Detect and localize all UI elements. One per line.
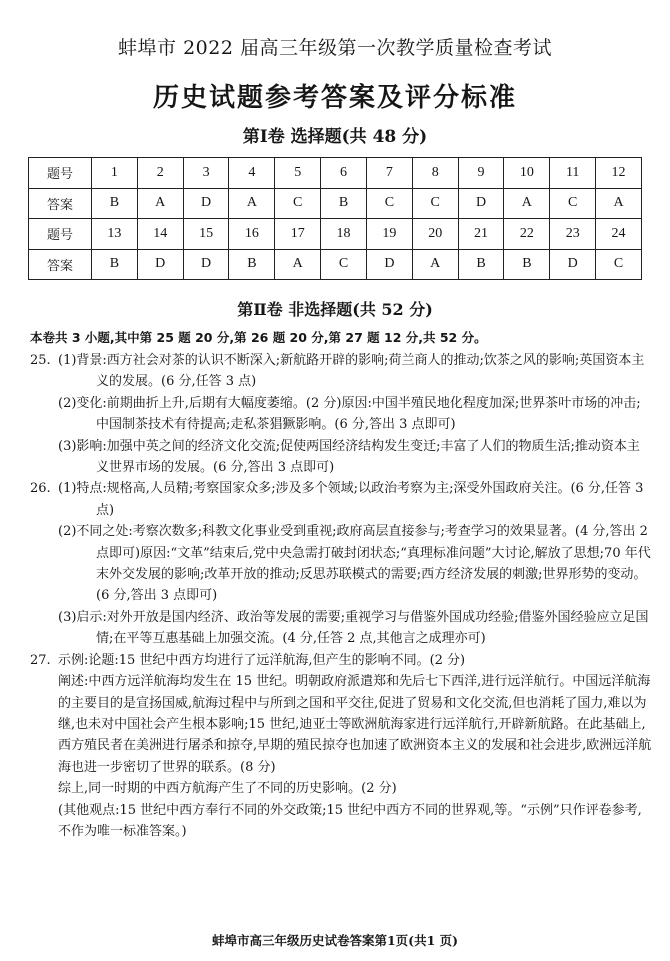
answer-cell: B <box>504 249 550 280</box>
answer-cell: D <box>458 188 504 219</box>
number-cell: 9 <box>458 158 504 189</box>
question-26 <box>30 478 652 649</box>
answer-part: 阐述:中西方远洋航海均发生在 15 世纪。明朝政府派遣郑和先后七下西洋,进行远洋航行。中国远洋航海的主要目的是宣扬国威,航海过程中与所到之国和平交往,促进了贸易和文化交流,但也消耗了国力,难以为继,也未对中国社会产生根本影响;15 世纪,迪亚士等欧洲航海家进行远洋航行,开辟新航路。在此基础上,西方殖民者在美洲进行屠杀和掠夺,早期的殖民掠夺也加速了欧洲资本主义的发展和社会进步,欧洲远洋航海也进一步密切了世界的联系。(8 分) <box>58 674 652 775</box>
question-number: 25. <box>30 353 51 368</box>
answer-part: (3)影响:加强中英之间的经济文化交流;促使两国经济结构发生变迁;丰富了人们的物质生活;推动资本主义世界市场的发展。(6 分,答出 3 点即可) <box>58 438 640 476</box>
answer-cell: D <box>550 249 596 280</box>
number-cell: 4 <box>229 158 275 189</box>
answer-row-label: 答案 <box>29 249 92 280</box>
number-cell: 2 <box>137 158 183 189</box>
number-cell: 23 <box>550 219 596 250</box>
number-cell: 22 <box>504 219 550 250</box>
answer-cell: D <box>183 249 229 280</box>
number-cell: 19 <box>366 219 412 250</box>
answer-cell: B <box>229 249 275 280</box>
answer-part: (1)背景:西方社会对茶的认识不断深入;新航路开辟的影响;荷兰商人的推动;饮茶之风的影响;英国资本主义的发展。(6 分,任答 3 点) <box>58 353 645 390</box>
number-cell: 21 <box>458 219 504 250</box>
number-row <box>29 219 642 250</box>
answer-cell: A <box>275 249 321 280</box>
answer-part: (3)启示:对外开放是国内经济、政治等发展的需要;重视学习与借鉴外国成功经验;借鉴外国经验应立足国情;在平等互惠基础上加强交流。(4 分,任答 2 点,其他言之成理亦可) <box>58 609 649 647</box>
document-title: 历史试题参考答案及评分标准 <box>152 83 517 113</box>
question-27 <box>30 650 652 843</box>
section1-title: 第Ⅰ卷 选择题(共 48 分) <box>242 127 428 147</box>
page-footer: 蚌埠市高三年级历史试卷答案第1页(共1 页) <box>211 933 459 948</box>
answer-cell: D <box>137 249 183 280</box>
question-25 <box>30 350 652 478</box>
answer-cell: A <box>412 249 458 280</box>
answer-cell: B <box>321 188 367 219</box>
number-cell: 14 <box>137 219 183 250</box>
answer-part: 示例:论题:15 世纪中西方均进行了远洋航海,但产生的影响不同。(2 分) <box>58 652 466 668</box>
number-cell: 17 <box>275 219 321 250</box>
number-row-label: 题号 <box>29 158 92 189</box>
number-cell: 6 <box>321 158 367 189</box>
answer-row <box>29 188 642 219</box>
answer-cell: A <box>229 188 275 219</box>
answer-cell: C <box>412 188 458 219</box>
answer-cell: C <box>596 249 642 280</box>
answer-row-label: 答案 <box>29 188 92 219</box>
answer-cell: A <box>596 188 642 219</box>
exam-title: 蚌埠市 2022 届高三年级第一次教学质量检查考试 <box>118 37 552 59</box>
number-cell: 12 <box>596 158 642 189</box>
number-cell: 1 <box>92 158 138 189</box>
answers-body <box>30 350 652 842</box>
answer-table <box>28 157 642 280</box>
answer-cell: B <box>92 188 138 219</box>
number-cell: 18 <box>321 219 367 250</box>
answer-cell: C <box>550 188 596 219</box>
number-cell: 15 <box>183 219 229 250</box>
answer-part: (2)不同之处:考察次数多;科教文化事业受到重视;政府高层直接参与;考查学习的效果显著。(4 分,答出 2 点即可)原因:“文革”结束后,党中央急需打破封闭状态;“真理标准问题”大讨论,解放了思想;70 年代末外交发展的影响;改革开放的推动;反思苏联模式的需要;西方经济发展的刺激;世界形势的变动。(6 分,答出 3 点即可) <box>58 524 651 604</box>
number-cell: 3 <box>183 158 229 189</box>
number-row-label: 题号 <box>29 219 92 250</box>
answer-row <box>29 249 642 280</box>
number-row <box>29 158 642 189</box>
answer-cell: B <box>458 249 504 280</box>
section2-title: 第Ⅱ卷 非选择题(共 52 分) <box>237 300 433 319</box>
section2-intro: 本卷共 3 小题,其中第 25 题 20 分,第 26 题 20 分,第 27 题 12 分,共 52 分。 <box>30 330 487 345</box>
number-cell: 13 <box>92 219 138 250</box>
answer-cell: A <box>137 188 183 219</box>
answer-part: 综上,同一时期的中西方航海产生了不同的历史影响。(2 分) <box>58 781 397 797</box>
question-number: 27. <box>30 652 51 668</box>
answer-part: (其他观点:15 世纪中西方奉行不同的外交政策;15 世纪中西方不同的世界观,等。“示例”只作评卷参考,不作为唯一标准答案。) <box>58 802 642 839</box>
number-cell: 16 <box>229 219 275 250</box>
answer-cell: C <box>366 188 412 219</box>
number-cell: 24 <box>596 219 642 250</box>
number-cell: 20 <box>412 219 458 250</box>
answer-part: (2)变化:前期曲折上升,后期有大幅度萎缩。(2 分)原因:中国半殖民地化程度加深;世界茶叶市场的冲击;中国制茶技术有待提高;走私茶猖獗影响。(6 分,答出 3 点即可) <box>58 395 641 433</box>
question-number: 26. <box>30 481 51 497</box>
answer-cell: C <box>275 188 321 219</box>
number-cell: 8 <box>412 158 458 189</box>
number-cell: 10 <box>504 158 550 189</box>
number-cell: 11 <box>550 158 596 189</box>
answer-cell: D <box>366 249 412 280</box>
number-cell: 7 <box>366 158 412 189</box>
answer-cell: D <box>183 188 229 219</box>
answer-part: (1)特点:规格高,人员精;考察国家众多;涉及多个领域;以政治考察为主;深受外国政府关注。(6 分,任答 3 点) <box>58 481 644 518</box>
number-cell: 5 <box>275 158 321 189</box>
answer-cell: C <box>321 249 367 280</box>
answer-cell: B <box>92 249 138 280</box>
answer-cell: A <box>504 188 550 219</box>
